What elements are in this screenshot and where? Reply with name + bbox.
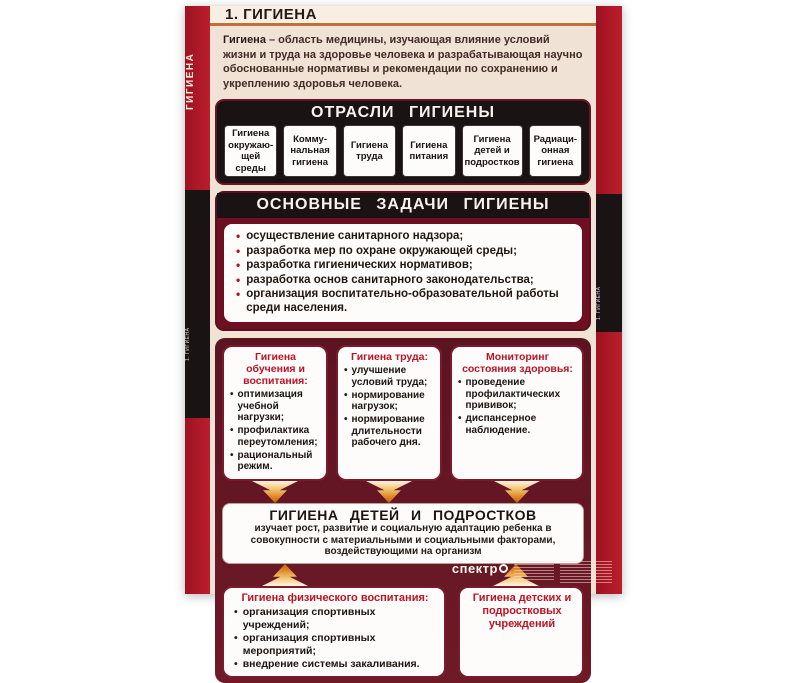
column-title: Мониторинг состояния здоровья:	[462, 351, 573, 375]
children-hygiene-text: изучает рост, развитие и социальную адаптацию ребенка в совокупности с материальными и социальными факторами, воздействующими на организм	[250, 523, 556, 557]
children-hygiene-title: ГИГИЕНА ДЕТЕЙ И ПОДРОСТКОВ	[269, 507, 537, 523]
column-item: • профилактика переутомления;	[230, 425, 321, 448]
left-spine	[185, 6, 210, 594]
intro-paragraph	[210, 26, 596, 95]
column-title: Гигиена труда:	[351, 351, 428, 363]
spine-small-label: 1. ГИГИЕНА	[185, 327, 191, 361]
column-item: • рациональный режим.	[230, 450, 321, 473]
branches-section	[215, 99, 591, 185]
tasks-title: ОСНОВНЫЕ ЗАДАЧИ ГИГИЕНЫ	[217, 193, 589, 218]
publisher-logo-text: спектр	[451, 561, 498, 576]
children-hygiene-panel	[215, 338, 591, 683]
hygiene-poster	[185, 6, 622, 670]
branch-box: Гигиена детей и подростков	[462, 125, 523, 177]
column-education	[222, 345, 328, 481]
poster-content	[210, 6, 596, 670]
publisher-logo-icon	[499, 564, 508, 573]
column-item: • улучшение условий труда;	[344, 365, 435, 388]
task-item: • разработка мер по охране окружающей среды;	[236, 245, 572, 259]
tasks-body	[217, 218, 589, 329]
column-monitoring	[450, 345, 584, 481]
column-item: • нормирование длительности рабочего дня.	[344, 414, 435, 449]
right-spine	[596, 6, 622, 594]
branch-box: Гигиена питания	[402, 125, 455, 177]
fine-print-block	[514, 561, 554, 581]
left-spine-top	[185, 6, 210, 190]
bottom-box-item: • организация спортивных мероприятий;	[234, 632, 436, 658]
tasks-card	[224, 224, 582, 322]
down-arrow-icon	[494, 481, 540, 503]
down-arrow-icon	[366, 481, 412, 503]
branch-box: Комму- нальная гигиена	[283, 125, 336, 177]
branch-box: Радиаци- онная гигиена	[529, 125, 582, 177]
column-item: • диспансерное наблюдение.	[458, 413, 577, 436]
branches-title: ОТРАСЛИ ГИГИЕНЫ	[311, 104, 495, 121]
left-spine-bottom	[185, 418, 210, 594]
tasks-section	[215, 191, 591, 331]
left-spine-black	[185, 190, 210, 418]
column-item: • оптимизация учебной нагрузки;	[230, 389, 321, 424]
right-spine-black	[596, 194, 622, 332]
poster-title-bar	[210, 6, 596, 26]
children-institutions-box	[458, 586, 584, 678]
down-arrow-icon	[252, 481, 298, 503]
page-title: 1. ГИГИЕНА	[225, 6, 317, 23]
children-hygiene-box	[222, 503, 584, 564]
column-item: • проведение профилактических прививок;	[458, 377, 577, 412]
bottom-box-item: • организация спортивных учреждений;	[234, 606, 436, 632]
branch-box: Гигиена окружаю- щей среды	[224, 125, 277, 177]
task-item: • организация воспитательно-образовательной работы среди населения.	[236, 288, 572, 315]
bottom-box-title: Гигиена детских и подростковых учреждений	[472, 591, 572, 630]
right-spine-top	[596, 6, 622, 194]
column-item: • нормирование нагрузок;	[344, 390, 435, 413]
publisher-block	[452, 561, 612, 585]
bottom-box-item: • внедрение системы закаливания.	[234, 658, 436, 671]
spine-small-label: 1. ГИГИЕНА	[596, 286, 602, 320]
column-labor	[336, 345, 442, 481]
hygiene-columns	[222, 345, 584, 481]
intro-lead: Гигиена	[223, 34, 266, 46]
publisher-logo	[452, 561, 508, 576]
down-arrows	[222, 481, 584, 503]
bottom-boxes	[222, 586, 584, 678]
task-item: • разработка гигиенических нормативов;	[236, 259, 572, 273]
fine-print-block	[560, 561, 612, 585]
branch-box: Гигиена труда	[343, 125, 396, 177]
spine-title: ГИГИЕНА	[185, 52, 196, 110]
physical-education-box	[222, 586, 446, 678]
task-item: • осуществление санитарного надзора;	[236, 230, 572, 244]
task-item: • разработка основ санитарного законодательства;	[236, 274, 572, 288]
branches-row	[217, 124, 589, 177]
column-title: Гигиена обучения и воспитания:	[243, 351, 308, 387]
intro-text: – область медицины, изучающая влияние условий жизни и труда на здоровье человека и разрабатывающая научно обоснованные нормативы и рекомендации по сохранению и укреплению здоровья человека.	[223, 34, 583, 90]
right-spine-bottom	[596, 332, 622, 594]
up-arrow-icon	[262, 564, 308, 586]
bottom-box-title: Гигиена физического воспитания:	[241, 591, 429, 604]
